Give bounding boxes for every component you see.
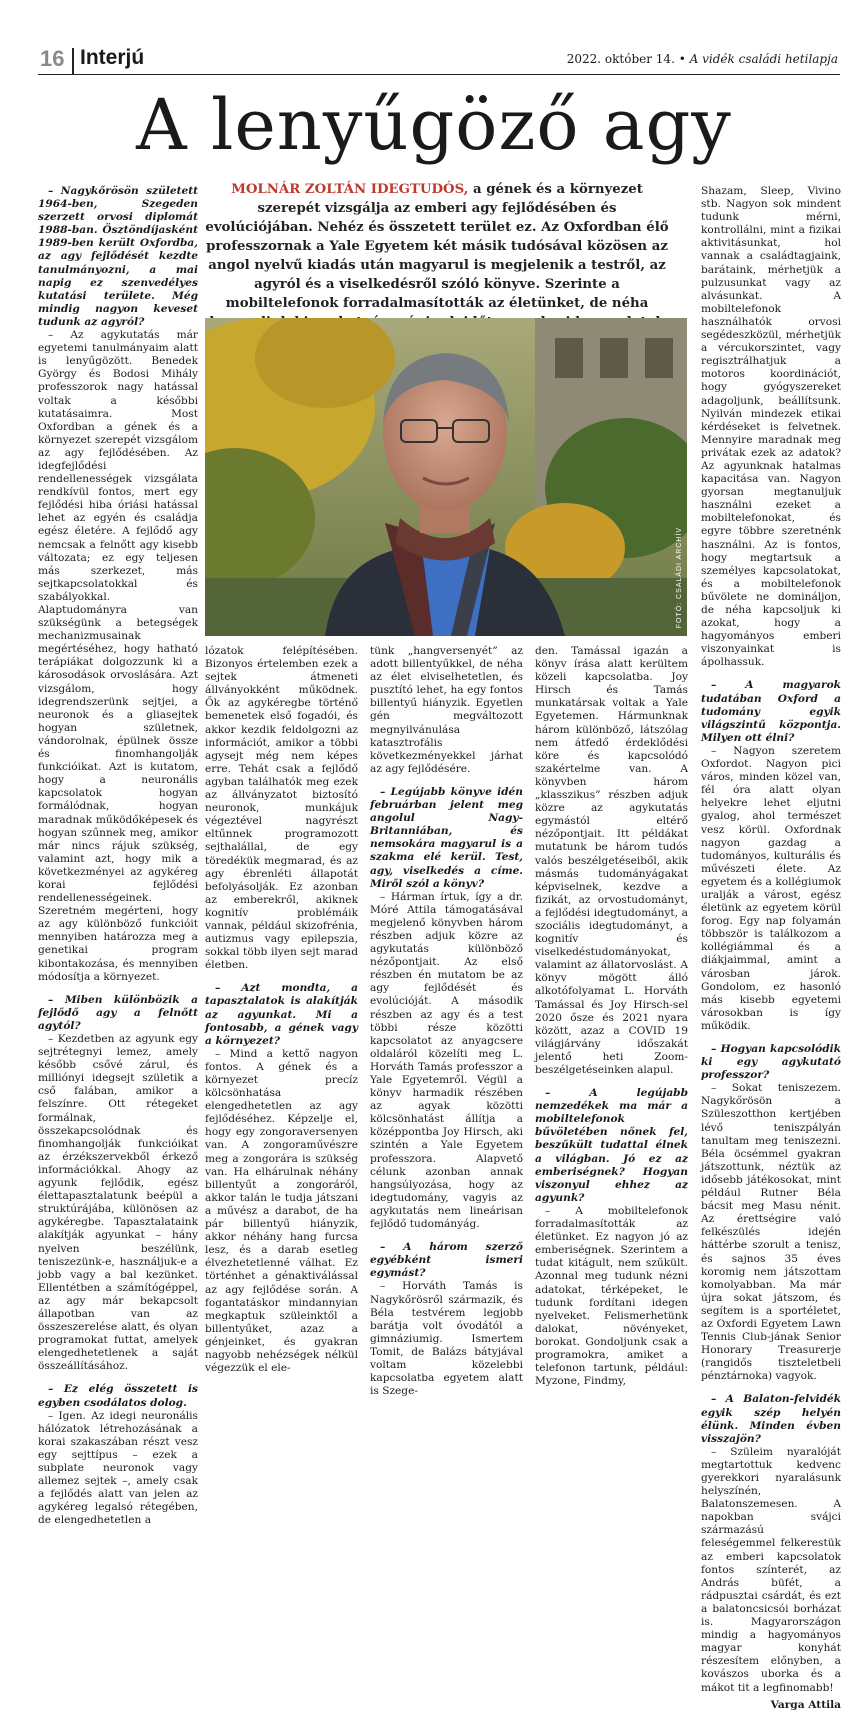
page-number: 16 [40,46,65,71]
answer-continued: Shazam, Sleep, Vivino stb. Nagyon sok mindent tudunk mérni, kontrollálni, mint a fizikai aktivitásunkat, hol vannak a családtagjaink, barátaink, mérhetjük a pulzusunkat vagy az alvásunkat. A mobiltelefonok használhatók orvosi segédeszközül, mérhetjük a vércukorszintet, vagy regisztrálhatjuk a motoros koordinációt, hogy gyógyszereket adagoljunk, beállítsunk. Nyilván mindezek etikai kérdéseket is felvetnek. Mennyire maradnak meg privátak ezek az adatok? Az agyunknak hatalmas kapacitása van. Nagyon gyorsan megtanuljuk használni ezeket a mobiltelefonokat, és egyre többre szeretnénk használni. Az is fontos, hogy megtartsuk a személyes kapcsolatokat, és a mobiltelefonok bűvölete ne domináljon, de néha kapcsoljuk ki azokat, hogy a hagyományos emberi viszonyainkat is ápolhassuk. [701,185,841,669]
article-column-1 [38,185,198,1527]
portrait-photo [205,318,687,636]
question: – Azt mondta, a tapasztalatok is alakítják az agyunkat. Mi a fontosabb, a gének vagy a környezet? [205,982,358,1047]
question: – Miben különbözik a fejlődő agy a felnőtt agytól? [38,993,198,1032]
issue-date: 2022. október 14. [566,52,675,66]
issue-info [567,52,838,66]
answer-continued: den. Tamással igazán a könyv írása alatt kerültem közeli kapcsolatba. Joy Hirsch és Tamás munkatársak voltak a Yale Egyetemen. Hármunknak három különböző, látszólag nem átfedő érdeklődési köre és kapcsolódó szakértelme van. A könyvben három „klasszikus” részben adjuk közre az agykutatás egymástól eltérő nézőpontjait. Itt példákat mutatunk be három tudós valós beszélgetéseiből, akik másmás tudományágakat képviselnek, kezdve a fizikát, az orvostudományt, a fejlődési idegtudományt, a szociális idegtudományt, a kognitív és viselkedéstudományokat, valamint az állatorvoslást. A könyv mögött álló alkotófolyamat L. Horváth Tamással és Joy Hirsch-sel 2020 ősze és 2021 nyara között, azaz a COVID 19 világjárvány időszakát jelentő heti Zoom-beszélgetéseinken alapul. [535,645,688,1076]
answer: – Szüleim nyaralóját megtartottuk kedvenc gyerekkori nyaralásunk helyszínén, Balatonszemesen. A napokban svájci származású feleségemmel felkerestük az emberi kapcsolatok fontos színterét, az András büfét, a rádpusztai csárdát, és ezt a balatoncsicsói borházat is. Magyarországon mindig a hagyományos magyar konyhát részesítem előnyben, a kovászos uborka és a mákot tit a legfinomabb! [701,1445,841,1694]
photo-credit: FOTÓ: CSALÁDI ARCHÍV [676,526,683,628]
publication-name: A vidék családi hetilapja [689,52,838,66]
headline: A lenyűgöző agy [136,84,732,166]
answer: – Sokat teniszezem. Nagykőrösön a Szüleszotthon kertjében lévő teniszpályán tanultam meg teniszezni. Béla öcsémmel gyakran játszottunk, néztük az idősebb játékosokat, mint például Rutner Béla bácsit meg Masu nénit. Az érettségire való felkészülés idején háttérbe szorult a tenisz, és sajnos 35 éves koromig nem játszottam komolyabban. Ma már újra sokat játszom, és segítem is a sportéletet, az Oxfordi Egyetem Lawn Tennis Club-jának Senior Honorary Treasurerje (rangidős tiszteletbeli pénztárnoka) vagyok. [701,1082,841,1383]
question: – Nagykőrösön született 1964-ben, Szegeden szerzett orvosi diplomát 1988-ban. Ösztöndíjasként 1989-ben került Oxfordba, az agy fejlődését kezdte tanulmányozni, a mai napig ez szenvedélyes kutatási területe. Még mindig nagyon keveset tudunk az agyról? [38,185,198,328]
question: – Hogyan kapcsolódik ki egy agykutató professzor? [701,1043,841,1082]
question: – A legújabb nemzedékek ma már a mobiltelefonok bűvöletében nőnek fel, beszűkült tudattal élnek a világban. Jó ez az emberiségnek? Hogyan viszonyul ehhez az agyunk? [535,1087,688,1204]
question: – A magyarok tudatában Oxford a tudomány egyik világszintű központja. Milyen ott élni? [701,679,841,744]
bullet: • [678,52,686,66]
answer: – Hárman írtuk, így a dr. Móré Attila támogatásával megjelenő könyvben három részben adjuk közre az agykutatás különböző nézőpontjait. Az első részben én mutatom be az agy fejlődését és evolúcióját. A második részben az agy és a test többi része közötti kapcsolatot az anyagcsere oldaláról közelíti meg L. Horváth Tamás professzor a Yale Egyetemről. Végül a könyv harmadik részében az agyak közötti kölcsönhatást állítja a középpontba Joy Hirsch, aki szintén a Yale Egyetem professzora. Alapvető célunk azonban annak hangsúlyozása, hogy az idegtudomány, vagyis az agykutatás nem lineárisan fejlődő tudományág. [370,890,523,1231]
answer: – A mobiltelefonok forradalmasították az életünket. Ez nagyon jó az emberiségnek. Szerintem a tudat kitágult, nem szűkült. Azonnal meg tudunk nézni adatokat, térképeket, le tudunk fordítani idegen nyelveket. Felismerhetünk dalokat, növényeket, borokat. Gondoljunk csak a programokra, amiket a telefonon tartunk, például: Myzone, Findmy, [535,1204,688,1388]
answer: – Igen. Az idegi neuronális hálózatok létrehozásának a korai szakaszában részt vesz egy sejttípus – ezek a subplate neuronok vagy allemez sejtek –, amely csak a fejlődés alatt van jelen az agykéreg legalsó rétegében, de elengedhetetlen a [38,1409,198,1527]
question: – Legújabb könyve idén februárban jelent meg angolul Nagy-Britanniában, és nemsokára magyarul is a szakma elé kerül. Test, agy, viselkedés a címe. Miről szól a könyv? [370,785,523,890]
page-header [38,46,840,75]
lead-name: MOLNÁR ZOLTÁN IDEGTUDÓS, [231,182,469,197]
answer-continued: lózatok felépítésében. Bizonyos értelemben ezek a sejtek átmeneti állványokként működnek. Ők az agykéregbe történő bemenetek első fogadói, és akkor kezdik feldolgozni az információt, amikor a többi agysejt még nem képes erre. Tehát csak a fejlődő agyban találhatók meg ezek az állványzatot biztosító neuronok, munkájuk végeztével nagyrészt eltűnnek programozott sejthalállal, de egy töredékük megmarad, és az agy ébrenléti állapotát befolyásolják. Ez azonban az emberekről, akiknek kognitív problémáik vannak, például skizofrénia, autizmus vagy epilepszia, sokkal több ilyen sejt marad életben. [205,645,358,972]
lead-text: a gének és a környezet szerepét vizsgálja az emberi agy fejlődésében és evolúciójában. Nehéz és összetett terület ez. Az Oxfordban élő professzornak a Yale Egyetem két másik tudósával közösen az angol nyelvű kiadás után magyarul is megjelenik a testről, az agyról és a viselkedésről szóló könyve. Szerinte a mobiltelefonok forradalmasították az életünket, de néha [205,182,669,311]
answer: – Az agykutatás már egyetemi tanulmányaim alatt is lenyűgözött. Benedek György és Bodosi Mihály professzorok nagy hatással voltak a későbbi kutatásaimra. Most Oxfordban a gének és a környezet szerepét vizsgálom az agy fejlődésében. Az idegfejlődési rendellenességek vizsgálata rendkívül fontos, mert egy fejlődési hiba óriási hatással lehet az egyén és családja egész életére. A fejlődő agy nemcsak a felnőtt agy kisebb változata; ez egy teljesen más szerkezet, más sejtkapcsolatokkal és szabályokkal. Alaptudományra van szükségünk a betegségek mechanizmusainak megértéséhez, hogy hatható terápiákat dolgozzunk ki a károsodások orvoslására. Azt vizsgálom, hogy idegrendszerünk sejtjei, a neuronok és a gliasejtek hogyan születnek, vándorolnak, épülnek össze és finomhangolják funkcióikat. Azt is kutatom, hogy a neuronális kapcsolatok hogyan formálódnak, hogyan maradnak működőképesek és hogyan szűnnek meg, amikor már nincs rájuk szükség, valamint azt, hogy mik a következményei az agykéreg korai fejlődési rendellenességeinek. Szeretném megérteni, hogy az agy különböző funkcióit mennyiben határozza meg a genetikai program kibontakozása, és mennyiben módosítja a környezet. [38,329,198,983]
header-divider [72,48,74,74]
article-column-3 [370,645,523,1398]
answer: – Kezdetben az agyunk egy sejtrétegnyi lemez, amely később csővé zárul, és milliónyi idegsejt születik a cső falában, amikor a felszínre. Ott rétegeket formálnak, összekapcsolódnak és finomhangolják funkcióikat az érzékszervekből érkező információkkal. Ahogy az agyunk fejlődik, egész élettapasztalatunk beépül a struktúrájába, különösen az agykéregbe. Tapasztalataink alakítják agyunkat – hány nyelven beszélünk, teniszezünk-e, használjuk-e a jobb vagy a bal kezünket. Ellentétben a számítógéppel, az agy már bekapcsolt állapotban van az összeszerelése alatt, és olyan programokat futtat, amelyek elengedhetetlenek a saját összeállításához. [38,1033,198,1373]
question: – A három szerző egyébként ismeri egymást? [370,1241,523,1280]
author-signature: Varga Attila [770,1698,841,1711]
question: – A Balaton-felvidék egyik szép helyén élünk. Minden évben visszajön? [701,1393,841,1445]
answer-continued: tünk „hangversenyét” az adott billentyűkkel, de néha az élet elviselhetetlen, és pusztító lehet, ha egy fontos billentyű hiányzik. Egyetlen gén megváltozott megnyilvánulása katasztrofális következményekkel járhat az agy fejlődésére. [370,645,523,775]
section-title: Interjú [80,46,145,69]
answer: – Nagyon szeretem Oxfordot. Nagyon pici város, minden közel van, fél óra alatt olyan helyekre lehet eljutni gyalog, ahol természet vesz körül. Oxfordnak nagyon gazdag a tudományos, kulturális és művészeti élete. Az egyetem és a kollégiumok uralják a várost, egész életünk az egyetem körül forog. Egy nap folyamán többször is találkozom a kollégiámmal és a diákjaimmal, amint a városban járok. Gondolom, ez hasonló más kisebb egyetemi városokban is így működik. [701,744,841,1032]
question: – Ez elég összetett is egyben csodálatos dolog. [38,1383,198,1409]
answer: – Mind a kettő nagyon fontos. A gének és a környezet precíz kölcsönhatása elengedhetetlen az agy fejlődéséhez. Képzelje el, hogy egy zongoraversenyen van. A zongoraművészre meg a zongorára is szükség van. Ha elhárulnak néhány billentyűt a zongoráról, akkor talán le tudja játszani a művész a darabot, de ha pár billentyű hiányzik, akkor néhány hang furcsa lesz, és a darab esetleg élvezhetetlenné válhat. Ez történhet a génaktiválással az agy fejlődése során. A fogantatáskor mindannyian megkaptuk szüleinktől a billentyűket, azaz a génjeinket, és gyakran nagyobb nehézségek nélkül végezzük el ele- [205,1047,358,1375]
article-column-5 [701,185,841,1712]
article-column-2 [205,645,358,1375]
article-column-4 [535,645,688,1388]
portrait-illustration [205,318,687,636]
answer: – Horváth Tamás is Nagykőrösről származik, és Béla testvérem legjobb barátja volt óvodától a gimnáziumig. Ismertem Tomit, de Balázs bátyjával voltam közelebbi kapcsolatba egyetem alatt is Szege- [370,1280,523,1398]
